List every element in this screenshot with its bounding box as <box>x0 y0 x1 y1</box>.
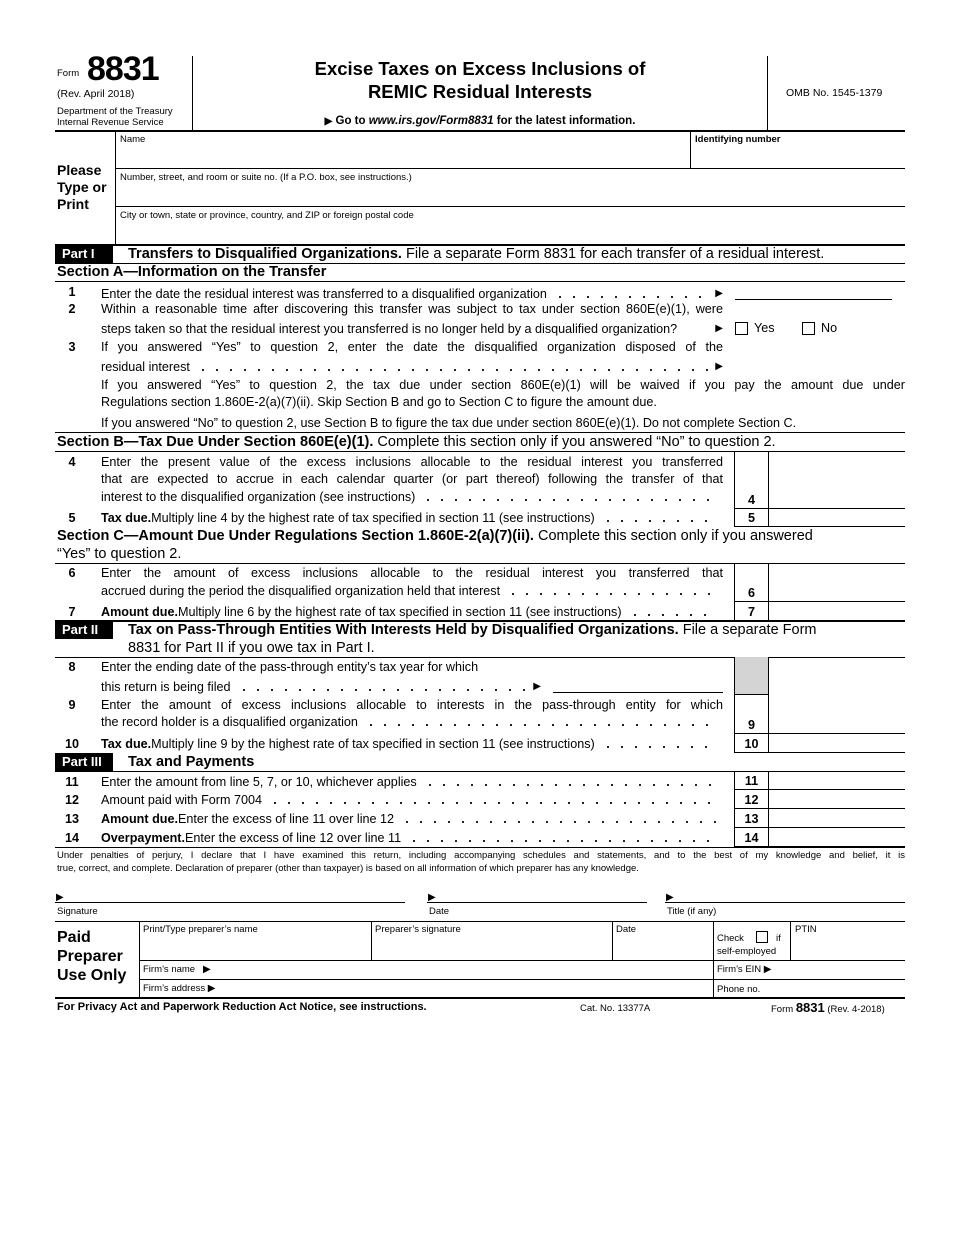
leader-dots <box>407 830 717 846</box>
line-number: 14 <box>64 831 79 845</box>
line-number: 4 <box>68 455 76 469</box>
rule <box>115 206 905 207</box>
line-3a: If you answered “Yes” to question 2, enter the date the disqualified organization disposed of the <box>101 340 723 354</box>
line-10-box-number: 10 <box>734 734 768 753</box>
print-label: Print <box>57 196 89 212</box>
line-4-box-number: 4 <box>734 452 768 509</box>
firm-name-field[interactable]: Firm’s name ▶ <box>140 961 713 979</box>
city-field[interactable]: City or town, state or province, country, and ZIP or foreign postal code <box>120 210 414 221</box>
line-number: 1 <box>68 285 76 299</box>
line-11-box-number: 11 <box>734 771 768 790</box>
irs-link[interactable]: www.irs.gov/Form8831 <box>368 115 494 127</box>
form-title-line1: Excise Taxes on Excess Inclusions of <box>314 58 646 79</box>
line-9a: Enter the amount of excess inclusions allocable to interests in the pass-through entity for which <box>101 698 723 712</box>
line-8a: Enter the ending date of the pass-through entity’s tax year for which <box>101 660 479 674</box>
leader-dots <box>237 679 528 695</box>
leader-dots <box>601 736 717 752</box>
preparer-label: Preparer <box>57 948 123 965</box>
line-10: Tax due. Multiply line 9 by the highest rate of tax specified in section 11 (see instructions) <box>101 736 723 752</box>
line-12-box-number: 12 <box>734 790 768 809</box>
firm-address-field[interactable]: Firm’s address ▶ <box>140 980 713 998</box>
revision: (Rev. April 2018) <box>57 88 135 100</box>
part-2-heading: Tax on Pass-Through Entities With Interests Held by Disqualified Organizations. File a separate Form <box>128 622 817 638</box>
line-5-amount-field[interactable] <box>768 509 905 527</box>
line-13: Amount due. Enter the excess of line 11 over line 12 <box>101 811 723 827</box>
arrow-icon <box>203 964 211 975</box>
paid-label: Paid <box>57 929 91 946</box>
line-14-amount-field[interactable] <box>768 828 905 847</box>
if-label: if <box>776 933 781 944</box>
perjury-statement-a: Under penalties of perjury, I declare that I have examined this return, including accompanying schedules and statements, and to the best of my knowledge and belief, it is <box>57 850 905 861</box>
line-7-box-number: 7 <box>734 602 768 621</box>
line-6-amount-field[interactable] <box>768 563 905 602</box>
line-number: 10 <box>64 737 79 751</box>
title-label: Title (if any) <box>667 906 717 917</box>
arrow-icon <box>715 319 723 337</box>
arrow-icon <box>715 357 723 375</box>
line-number: 5 <box>68 511 76 525</box>
line-number: 2 <box>68 302 76 316</box>
line-number: 7 <box>68 605 76 619</box>
phone-field[interactable]: Phone no. <box>717 984 761 995</box>
section-b-heading: Section B—Tax Due Under Section 860E(e)(1). Complete this section only if you answered “No” to question 2. <box>57 434 776 450</box>
leader-dots <box>421 489 717 505</box>
line-9b: the record holder is a disqualified organization <box>101 714 723 730</box>
line-9-amount-field[interactable] <box>768 695 905 734</box>
line-number: 12 <box>64 793 79 807</box>
type-or-label: Type or <box>57 179 107 195</box>
rule <box>115 168 905 169</box>
form-title-line2: REMIC Residual Interests <box>367 81 593 102</box>
leader-dots <box>553 286 709 302</box>
arrow-icon <box>208 983 216 994</box>
arrow-icon <box>715 284 723 302</box>
line-12-amount-field[interactable] <box>768 790 905 809</box>
line-8-date-field[interactable] <box>553 692 723 693</box>
department: Department of the Treasury <box>57 106 173 117</box>
section-a-title: Section A—Information on the Transfer <box>57 264 327 280</box>
firm-ein-field[interactable]: Firm’s EIN ▶ <box>714 961 905 979</box>
waiver-note-b: Regulations section 1.860E-2(a)(7)(ii). Skip Section B and go to Section C to figure the amount due. <box>101 395 657 409</box>
self-employed-checkbox[interactable] <box>756 931 768 943</box>
rule <box>55 997 905 999</box>
rule <box>55 281 905 282</box>
footer-form-id: Form 8831 (Rev. 4-2018) <box>771 1000 885 1015</box>
waiver-note-a: If you answered “Yes” to question 2, the tax due under section 860E(e)(1) will be waived if you pay the amount due under <box>101 378 905 392</box>
line-13-amount-field[interactable] <box>768 809 905 828</box>
arrow-icon <box>533 677 541 695</box>
line-14: Overpayment. Enter the excess of line 12 over line 11 <box>101 830 723 846</box>
line-8-shaded-box <box>734 657 768 695</box>
leader-dots <box>628 604 717 620</box>
line-13-box-number: 13 <box>734 809 768 828</box>
signature-label: Signature <box>57 906 98 917</box>
please-label: Please <box>57 162 102 178</box>
part-3-heading: Tax and Payments <box>128 754 255 770</box>
line-number: 3 <box>68 340 76 354</box>
line-10-amount-field[interactable] <box>768 734 905 753</box>
self-employed-label: self-employed <box>717 946 777 957</box>
preparer-signature-field[interactable]: Preparer’s signature <box>375 924 461 935</box>
leader-dots <box>400 811 717 827</box>
yes-checkbox[interactable] <box>735 322 748 335</box>
leader-dots <box>196 359 709 375</box>
section-c-heading: Section C—Amount Due Under Regulations Section 1.860E-2(a)(7)(ii). Complete this section only if you answered <box>57 528 813 544</box>
line-number: 11 <box>65 775 79 789</box>
title-field[interactable] <box>665 902 905 903</box>
part-1-heading: Transfers to Disqualified Organizations. File a separate Form 8831 for each transfer of a residual interest. <box>128 246 825 262</box>
line-6b: accrued during the period the disqualified organization held that interest <box>101 583 723 599</box>
blank-cell <box>768 657 905 695</box>
leader-dots <box>506 583 717 599</box>
leader-dots <box>423 774 717 790</box>
line-1: Enter the date the residual interest was transferred to a disqualified organization ▶ <box>101 284 723 302</box>
line-6a: Enter the amount of excess inclusions allocable to the residual interest you transferred that <box>101 566 723 580</box>
line-5-box-number: 5 <box>734 509 768 527</box>
line-4b: that are expected to accrue in each calendar quarter (or part thereof) following the transfer of that <box>101 472 723 486</box>
leader-dots <box>364 714 717 730</box>
preparer-date-field[interactable]: Date <box>616 924 637 935</box>
part-2-badge: Part II <box>55 621 113 639</box>
line-4-amount-field[interactable] <box>768 452 905 509</box>
name-field[interactable]: Name <box>120 134 146 145</box>
omb-number: OMB No. 1545-1379 <box>786 87 883 99</box>
no-checkbox[interactable] <box>802 322 815 335</box>
part-2-heading-cont: 8831 for Part II if you owe tax in Part I. <box>128 640 375 656</box>
line-2b: steps taken so that the residual interest you transferred is no longer held by a disqualified organization? ▶ <box>101 319 723 337</box>
yes-label: Yes <box>754 321 775 335</box>
part-1-badge: Part I <box>55 245 113 263</box>
no-label: No <box>821 321 838 335</box>
line-7: Amount due. Multiply line 6 by the highest rate of tax specified in section 11 (see instructions) <box>101 604 723 620</box>
line-6-box-number: 6 <box>734 563 768 602</box>
arrow-icon <box>325 115 333 127</box>
leader-dots <box>268 792 717 808</box>
line-5: Tax due. Multiply line 4 by the highest rate of tax specified in section 11 (see instructions) <box>101 510 723 526</box>
privacy-notice: For Privacy Act and Paperwork Reduction Act Notice, see instructions. <box>57 1001 427 1013</box>
date-label: Date <box>429 906 450 917</box>
signature-field[interactable] <box>55 902 405 903</box>
line-2a: Within a reasonable time after discovering this transfer was subject to tax under section 860E(e)(1), were <box>101 302 723 316</box>
address-field[interactable]: Number, street, and room or suite no. (If a P.O. box, see instructions.) <box>120 172 412 183</box>
leader-dots <box>601 510 717 526</box>
form-label: Form <box>57 68 80 79</box>
preparer-name-field[interactable]: Print/Type preparer’s name <box>143 924 258 935</box>
line-9-box-number: 9 <box>734 695 768 734</box>
catalog-number: Cat. No. 13377A <box>580 1003 651 1014</box>
divider <box>767 56 768 131</box>
form-number: 8831 <box>87 50 159 88</box>
line-8b: this return is being filed ▶ <box>101 677 541 695</box>
line-number: 8 <box>68 660 76 674</box>
rule <box>55 847 905 848</box>
identifying-number-field[interactable]: Identifying number <box>695 134 781 145</box>
goto-instructions: ▶ Go to www.irs.gov/Form8831 for the latest information. <box>192 115 768 127</box>
arrow-icon <box>764 964 772 975</box>
ptin-field[interactable]: PTIN <box>795 924 817 935</box>
section-c-heading-cont: “Yes” to question 2. <box>57 546 182 562</box>
line-number: 9 <box>68 698 76 712</box>
line-11-amount-field[interactable] <box>768 771 905 790</box>
line-1-date-field[interactable] <box>735 299 892 300</box>
date-field[interactable] <box>427 902 647 903</box>
agency: Internal Revenue Service <box>57 117 164 128</box>
check-label: Check <box>717 933 744 944</box>
use-only-label: Use Only <box>57 967 127 984</box>
line-11: Enter the amount from line 5, 7, or 10, whichever applies <box>101 774 723 790</box>
perjury-statement-b: true, correct, and complete. Declaration of preparer (other than taxpayer) is based on all information of which preparer has any knowledge. <box>57 863 639 874</box>
line-number: 13 <box>64 812 79 826</box>
line-7-amount-field[interactable] <box>768 602 905 621</box>
line-3b: residual interest ▶ <box>101 357 723 375</box>
line-4a: Enter the present value of the excess inclusions allocable to the residual interest you transferred <box>101 455 723 469</box>
no-answer-note: If you answered “No” to question 2, use Section B to figure the tax due under section 860E(e)(1). Do not complete Section C. <box>101 416 797 430</box>
line-12: Amount paid with Form 7004 <box>101 792 723 808</box>
line-number: 6 <box>68 566 76 580</box>
line-14-box-number: 14 <box>734 828 768 847</box>
line-4c: interest to the disqualified organization (see instructions) <box>101 489 723 505</box>
part-3-badge: Part III <box>55 753 113 771</box>
